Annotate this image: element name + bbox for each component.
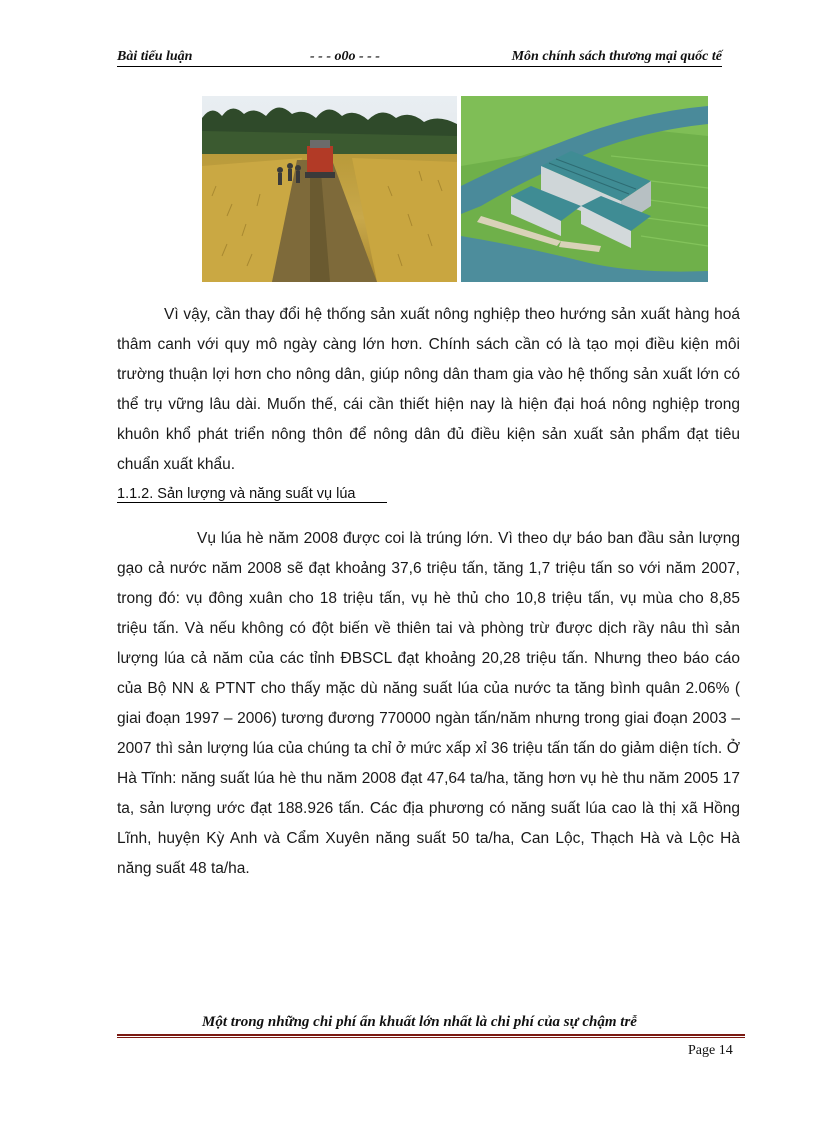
header-divider-mark: - - - o0o - - - (310, 49, 380, 64)
footer-divider (117, 1034, 745, 1038)
paragraph-modernization: Vì vậy, cần thay đổi hệ thống sản xuất nông nghiệp theo hướng sản xuất hàng hoá thâm canh với quy mô ngày càng lớn hơn. Chính sách cần có là tạo mọi điều kiện môi trường thuận lợi hơn cho nông dân, giúp nông dân tham gia vào hệ thống sản xuất lớn có thể trụ vững lâu dài. Muốn thế, cái cần thiết hiện nay là hiện đại hoá nông nghiệp trong khuôn khổ phát triển nông thôn để nông dân đủ điều kiện sản xuất sản phẩm đạt tiêu chuẩn xuất khẩu. (117, 306, 740, 473)
paragraph-rice-output: Vụ lúa hè năm 2008 được coi là trúng lớn. Vì theo dự báo ban đầu sản lượng gạo cả nước năm 2008 sẽ đạt khoảng 37,6 triệu tấn, tăng 1,7 triệu tấn so với năm 2007, trong đó: vụ đông xuân cho 18 triệu tấn, vụ hè thủ cho 10,8 triệu tấn, vụ mùa cho 8,85 triệu tấn. Và nếu không có đột biến về thiên tai và phòng trừ được dịch rầy nâu thì sản lượng lúa cả năm của các tỉnh ĐBSCL đạt khoảng 20,28 triệu tấn. Nhưng theo báo cáo của Bộ NN & PTNT cho thấy mặc dù năng suất lúa của nước ta tăng bình quân 2.06% ( giai đoạn 1997 – 2006) tương đương 770000 ngàn tấn/năm nhưng trong giai đoạn 2003 – 2007 thì sản lượng lúa của chúng ta chỉ ở mức xấp xỉ 36 triệu tấn tấn do giảm diện tích. Ở Hà Tĩnh: năng suất lúa hè thu năm 2008 đạt 47,64 ta/ha, tăng hơn vụ hè thu năm 2005 17 ta, sản lượng ước đạt 188.926 tấn. Các địa phương có năng suất lúa cao là thị xã Hồng Lĩnh, huyện Kỳ Anh và Cẩm Xuyên năng suất 50 ta/ha, Can Lộc, Thạch Hà và Lộc Hà năng suất 48 ta/ha. (117, 530, 740, 877)
rice-processing-plant-photo (461, 96, 708, 282)
header-left-title: Bài tiểu luận (117, 49, 193, 64)
header-course-title: Môn chính sách thương mại quốc tế (511, 49, 722, 64)
page-number: Page 14 (688, 1043, 733, 1058)
rice-harvest-photo (202, 96, 457, 282)
page-header (117, 46, 722, 67)
footer-quote: Một trong những chi phí ẩn khuất lớn nhất là chi phí của sự chậm trễ (202, 1014, 637, 1030)
section-heading-output-yield: 1.1.2. Sản lượng và năng suất vụ lúa (117, 486, 387, 503)
